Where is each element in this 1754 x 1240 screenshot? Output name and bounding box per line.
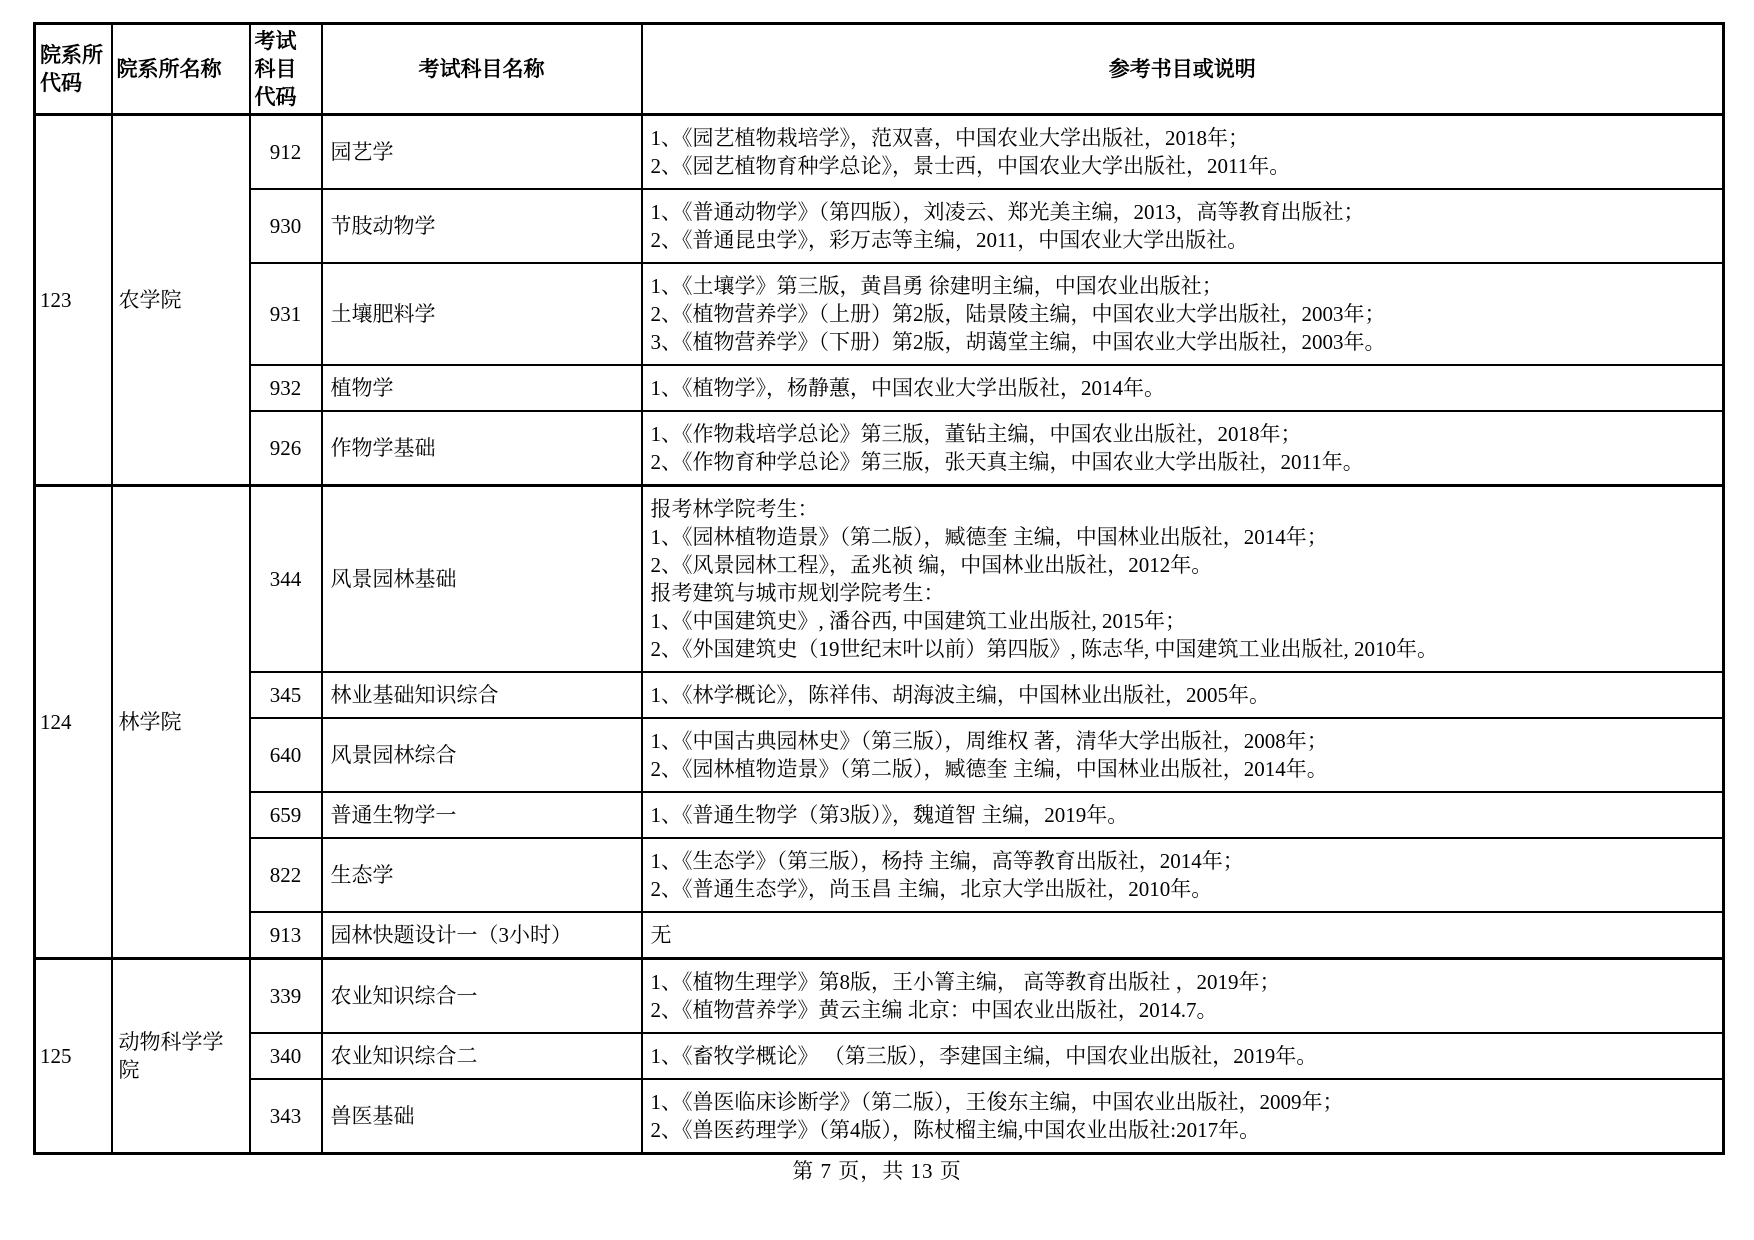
reference-line: 1、《植物生理学》第8版，王小箐主编， 高等教育出版社 ，2019年； xyxy=(650,970,1281,994)
subject-name-cell: 土壤肥料学 xyxy=(322,263,642,365)
reference-line: 2、《风景园林工程》，孟兆祯 编，中国林业出版社，2012年。 xyxy=(650,553,1213,577)
subject-name-cell: 风景园林基础 xyxy=(322,486,642,673)
reference-line: 报考林学院考生： xyxy=(650,497,819,521)
dept-code-cell: 123 xyxy=(35,115,112,486)
subject-code-cell: 659 xyxy=(250,792,322,838)
subject-name-cell: 园艺学 xyxy=(322,115,642,190)
col-header-references: 参考书目或说明 xyxy=(642,24,1724,115)
subject-name-cell: 农业知识综合二 xyxy=(322,1033,642,1079)
col-header-subject-code: 考试科目代码 xyxy=(250,24,322,115)
reference-line: 1、《土壤学》第三版，黄昌勇 徐建明主编，中国农业出版社； xyxy=(650,274,1223,298)
subject-code-cell: 343 xyxy=(250,1079,322,1154)
reference-line: 1、《植物学》，杨静蕙，中国农业大学出版社，2014年。 xyxy=(650,376,1165,400)
reference-line: 1、《中国古典园林史》（第三版），周维权 著，清华大学出版社，2008年； xyxy=(650,729,1328,753)
subject-name-cell: 节肢动物学 xyxy=(322,189,642,263)
references-cell xyxy=(642,792,1724,838)
subject-name-cell: 普通生物学一 xyxy=(322,792,642,838)
dept-name-cell: 林学院 xyxy=(112,486,250,959)
references-cell xyxy=(642,912,1724,959)
references-cell xyxy=(642,1033,1724,1079)
subject-code-cell: 931 xyxy=(250,263,322,365)
reference-line: 1、《普通动物学》（第四版），刘凌云、郑光美主编，2013，高等教育出版社； xyxy=(650,200,1365,224)
subject-name-cell: 园林快题设计一（3小时） xyxy=(322,912,642,959)
table-row xyxy=(35,959,1724,1034)
subject-code-cell: 640 xyxy=(250,718,322,792)
reference-line: 3、《植物营养学》（下册）第2版，胡蔼堂主编，中国农业大学出版社，2003年。 xyxy=(650,330,1386,354)
subject-code-cell: 339 xyxy=(250,959,322,1034)
references-cell xyxy=(642,959,1724,1034)
references-cell xyxy=(642,189,1724,263)
subject-code-cell: 913 xyxy=(250,912,322,959)
reference-line: 2、《作物育种学总论》第三版，张天真主编，中国农业大学出版社，2011年。 xyxy=(650,450,1364,474)
references-cell xyxy=(642,718,1724,792)
references-cell xyxy=(642,672,1724,718)
reference-line: 1、《作物栽培学总论》第三版，董钻主编，中国农业出版社，2018年； xyxy=(650,422,1302,446)
subject-code-cell: 932 xyxy=(250,365,322,411)
subject-code-cell: 926 xyxy=(250,411,322,486)
subject-code-cell: 340 xyxy=(250,1033,322,1079)
reference-line: 2、《普通昆虫学》，彩万志等主编，2011，中国农业大学出版社。 xyxy=(650,228,1249,252)
reference-line: 1、《林学概论》，陈祥伟、胡海波主编，中国林业出版社，2005年。 xyxy=(650,683,1270,707)
table-body xyxy=(35,115,1724,1154)
dept-code-cell: 125 xyxy=(35,959,112,1154)
table-row xyxy=(35,912,1724,959)
subject-name-cell: 农业知识综合一 xyxy=(322,959,642,1034)
reference-line: 1、《普通生物学（第3版）》，魏道智 主编，2019年。 xyxy=(650,803,1129,827)
reference-line: 1、《兽医临床诊断学》（第二版），王俊东主编，中国农业出版社，2009年； xyxy=(650,1090,1344,1114)
subject-code-cell: 912 xyxy=(250,115,322,190)
subject-name-cell: 风景园林综合 xyxy=(322,718,642,792)
col-header-dept-name: 院系所名称 xyxy=(112,24,250,115)
subject-name-cell: 植物学 xyxy=(322,365,642,411)
dept-code-cell: 124 xyxy=(35,486,112,959)
reference-line: 2、《园林植物造景》（第二版），臧德奎 主编，中国林业出版社，2014年。 xyxy=(650,757,1328,781)
subject-code-cell: 344 xyxy=(250,486,322,673)
col-header-dept-code: 院系所代码 xyxy=(35,24,112,115)
references-cell xyxy=(642,486,1724,673)
table-row xyxy=(35,263,1724,365)
reference-line: 2、《植物营养学》（上册）第2版，陆景陵主编，中国农业大学出版社，2003年； xyxy=(650,302,1386,326)
subject-name-cell: 林业基础知识综合 xyxy=(322,672,642,718)
reference-line: 2、《外国建筑史（19世纪末叶以前）第四版》, 陈志华, 中国建筑工业出版社, 2010年。 xyxy=(650,637,1438,661)
table-row xyxy=(35,115,1724,190)
reference-line: 1、《畜牧学概论》 （第三版），李建国主编，中国农业出版社，2019年。 xyxy=(650,1044,1318,1068)
references-cell xyxy=(642,263,1724,365)
reference-line: 2、《园艺植物育种学总论》，景士西，中国农业大学出版社，2011年。 xyxy=(650,154,1291,178)
reference-line: 报考建筑与城市规划学院考生： xyxy=(650,581,945,605)
reference-line: 2、《普通生态学》，尚玉昌 主编，北京大学出版社，2010年。 xyxy=(650,877,1213,901)
table-row xyxy=(35,411,1724,486)
table-row xyxy=(35,1079,1724,1154)
subject-code-cell: 345 xyxy=(250,672,322,718)
table-row xyxy=(35,792,1724,838)
table-row xyxy=(35,718,1724,792)
reference-line: 1、《中国建筑史》, 潘谷西, 中国建筑工业出版社, 2015年； xyxy=(650,609,1186,633)
dept-name-cell: 农学院 xyxy=(112,115,250,486)
col-header-subject-name: 考试科目名称 xyxy=(322,24,642,115)
subject-name-cell: 生态学 xyxy=(322,838,642,912)
dept-name-cell: 动物科学学院 xyxy=(112,959,250,1154)
reference-line: 无 xyxy=(650,923,672,947)
table-row xyxy=(35,1033,1724,1079)
reference-line: 2、《兽医药理学》（第4版），陈杖榴主编,中国农业出版社:2017年。 xyxy=(650,1118,1261,1142)
subject-name-cell: 作物学基础 xyxy=(322,411,642,486)
table-row xyxy=(35,838,1724,912)
references-cell xyxy=(642,1079,1724,1154)
table-row xyxy=(35,365,1724,411)
references-cell xyxy=(642,838,1724,912)
table-row xyxy=(35,189,1724,263)
table-header-row xyxy=(35,24,1724,115)
reference-line: 1、《园林植物造景》（第二版），臧德奎 主编，中国林业出版社，2014年； xyxy=(650,525,1328,549)
references-cell xyxy=(642,365,1724,411)
reference-line: 1、《园艺植物栽培学》，范双喜，中国农业大学出版社，2018年； xyxy=(650,126,1249,150)
page-number: 第 7 页，共 13 页 xyxy=(792,1159,962,1183)
subject-name-cell: 兽医基础 xyxy=(322,1079,642,1154)
exam-reference-table xyxy=(33,22,1725,1155)
reference-line: 2、《植物营养学》黄云主编 北京：中国农业出版社，2014.7。 xyxy=(650,998,1218,1022)
references-cell xyxy=(642,115,1724,190)
subject-code-cell: 822 xyxy=(250,838,322,912)
reference-line: 1、《生态学》（第三版），杨持 主编，高等教育出版社，2014年； xyxy=(650,849,1244,873)
subject-code-cell: 930 xyxy=(250,189,322,263)
table-row xyxy=(35,486,1724,673)
table-row xyxy=(35,672,1724,718)
references-cell xyxy=(642,411,1724,486)
